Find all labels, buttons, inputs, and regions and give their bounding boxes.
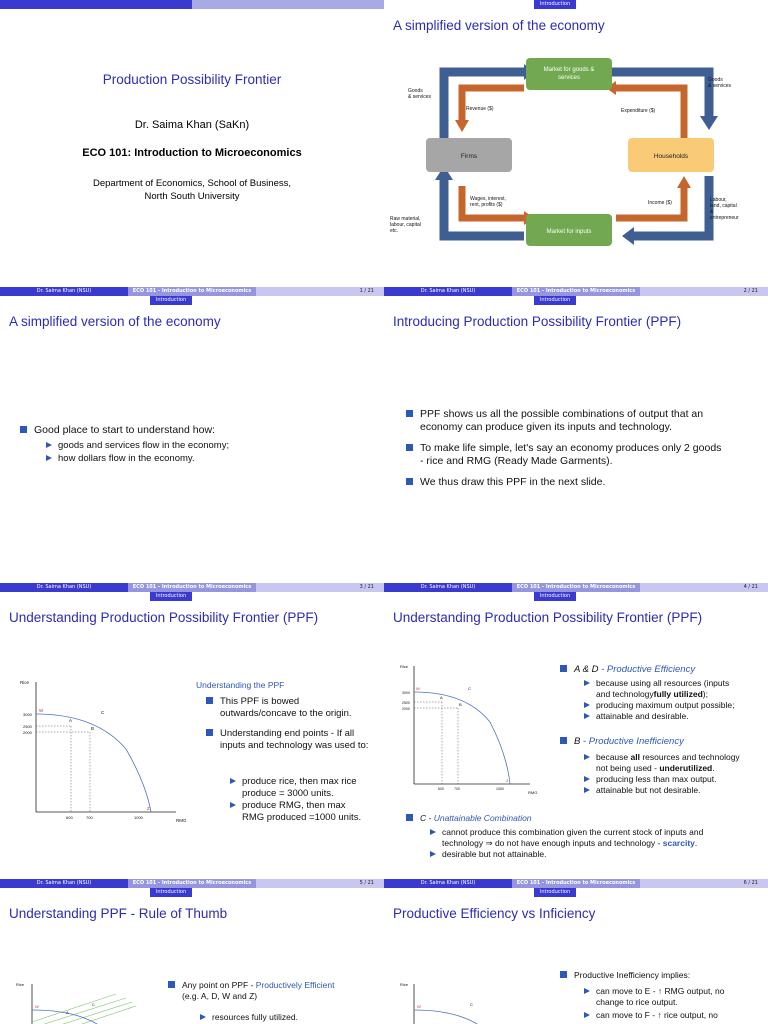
point-w: W <box>35 1004 39 1009</box>
header-bar <box>0 0 384 9</box>
arrow-head-icon <box>455 120 469 132</box>
point-c: C <box>101 710 105 715</box>
x-tick: 700 <box>454 787 460 791</box>
arrow-head-icon <box>700 116 718 130</box>
households-label: Households <box>653 153 689 160</box>
bullet-item: Productive Inefficiency implies: <box>560 970 690 982</box>
bullet-a-d: A & D - Productive Efficiency <box>560 664 695 676</box>
triangle-bullet-icon <box>584 702 590 708</box>
square-bullet-icon <box>168 981 175 988</box>
square-bullet-icon <box>560 665 567 672</box>
goods-left-label: Goods & services <box>408 88 432 100</box>
point-w: W <box>417 1004 421 1009</box>
header-bar: Introduction <box>0 296 384 305</box>
slide-title: Introducing Production Possibility Frontier (PPF) <box>393 314 682 329</box>
square-bullet-icon <box>406 410 413 417</box>
circular-flow-diagram <box>384 46 768 296</box>
slide-title: Productive Efficiency vs Inficiency <box>393 906 596 921</box>
point-a: A <box>66 1010 69 1015</box>
point-b: B <box>91 726 95 731</box>
header-bar: Introduction <box>0 888 384 897</box>
sub-bullet-item: cannot produce this combination given the current stock of inputs and technology ⇒ do not have enough inputs and technology - scarcity. <box>430 827 703 848</box>
ppf-curve <box>414 1010 490 1024</box>
header-bar: Introduction <box>384 296 768 305</box>
x-tick: 1000 <box>496 787 504 791</box>
sub-bullet-item: attainable and desirable. <box>584 711 689 722</box>
arrow-head-icon <box>622 227 634 245</box>
square-bullet-icon <box>560 971 567 978</box>
bullet-item: PPF shows us all the possible combinations of output that an economy can produce given its inputs and technology. <box>406 408 703 434</box>
triangle-bullet-icon <box>430 851 436 857</box>
point-c: C <box>468 686 471 691</box>
triangle-bullet-icon <box>230 778 236 784</box>
triangle-bullet-icon <box>584 787 590 793</box>
footer-bar: Dr. Saima Khan (NSU) ECO 101 - Introduction to Microeconomics 4 / 21 <box>384 583 768 592</box>
footer-bar: Dr. Saima Khan (NSU) ECO 101 - Introduction to Microeconomics 2 / 21 <box>384 287 768 296</box>
slide-efficiency-vs-inefficiency <box>384 888 768 1024</box>
y-tick: 2000 <box>23 730 32 735</box>
sub-bullet-item: producing maximum output possible; <box>584 700 734 711</box>
triangle-bullet-icon <box>584 680 590 686</box>
footer-bar: Dr. Saima Khan (NSU) ECO 101 - Introduction to Microeconomics 1 / 21 <box>0 287 384 296</box>
y-tick: 2000 <box>402 707 410 711</box>
ppf-chart <box>6 674 196 824</box>
slide-understanding-ppf <box>0 592 384 888</box>
slide-simplified-economy <box>0 296 384 592</box>
square-bullet-icon <box>206 697 213 704</box>
header-bar: Introduction <box>384 888 768 897</box>
bullet-item: This PPF is bowed outwards/concave to the origin. <box>206 696 352 719</box>
market-inputs-label: Market for inputs <box>546 229 592 235</box>
x-axis-label: RMG <box>528 790 538 795</box>
presentation-institution: Department of Economics, School of Business, North South University <box>92 178 291 202</box>
raw-material-label: Raw material, labour, capital etc. <box>390 216 421 234</box>
labour-label: Labour, land, capital & entrepreneur <box>710 197 739 221</box>
point-w: W <box>39 708 44 713</box>
sub-bullet-item: goods and services flow in the economy; <box>46 440 229 452</box>
slide-title: Understanding PPF - Rule of Thumb <box>9 906 228 921</box>
square-bullet-icon <box>206 729 213 736</box>
triangle-bullet-icon <box>584 713 590 719</box>
point-b: B <box>459 702 462 707</box>
footer-bar: Dr. Saima Khan (NSU) ECO 101 - Introduction to Microeconomics 3 / 21 <box>0 583 384 592</box>
sub-bullet-item: because using all resources (inputs and technologyfully utilized); <box>584 678 729 699</box>
sub-bullet-item: because all resources and technology not being used - underutilized. <box>584 752 740 773</box>
market-goods-label: Market for goods & services <box>543 67 595 81</box>
footer-bar: Dr. Saima Khan (NSU) ECO 101 - Introduction to Microeconomics 6 / 21 <box>384 879 768 888</box>
y-tick: 2500 <box>23 724 32 729</box>
bullet-item: Any point on PPF - Productively Efficient (e.g. A, D, W and Z) <box>168 980 334 1002</box>
x-tick: 700 <box>86 815 93 820</box>
y-tick: 3000 <box>23 712 32 717</box>
sub-bullet-item: desirable but not attainable. <box>430 849 546 860</box>
y-axis-label: Rice <box>16 982 25 987</box>
slide-efficiency-points <box>384 592 768 888</box>
arrow-head-icon <box>677 176 691 188</box>
header-bar: Introduction <box>0 592 384 601</box>
income-label: Income ($) <box>648 200 672 206</box>
slide-title <box>0 0 384 296</box>
triangle-bullet-icon <box>584 1012 590 1018</box>
bullet-item: Understanding end points - If all inputs and technology was used to: <box>206 728 368 751</box>
y-axis-label: Rice <box>20 680 30 685</box>
slide-title: Understanding Production Possibility Frontier (PPF) <box>9 610 319 625</box>
sub-bullet-item: can move to F - ↑ rice output, no <box>584 1010 718 1022</box>
y-axis-label: Rice <box>400 982 409 987</box>
slide-rule-of-thumb <box>0 888 384 1024</box>
ppf-chart <box>390 660 540 800</box>
slide-introducing-ppf <box>384 296 768 592</box>
shaded-region <box>32 994 136 1024</box>
ppf-curve <box>32 1010 110 1024</box>
x-tick: 600 <box>66 815 73 820</box>
ppf-chart-partial <box>390 976 540 1024</box>
bullet-b: B - Productive Inefficiency <box>560 736 684 748</box>
triangle-bullet-icon <box>46 442 52 448</box>
header-bar: Introduction <box>384 0 768 9</box>
triangle-bullet-icon <box>584 776 590 782</box>
ppf-chart-partial <box>6 976 176 1024</box>
triangle-bullet-icon <box>230 802 236 808</box>
point-c: C <box>470 1002 473 1007</box>
bullet-item: To make life simple, let's say an economy produces only 2 goods - rice and RMG (Ready Made Garments). <box>406 442 721 468</box>
slide-title: A simplified version of the economy <box>393 18 605 33</box>
point-z: Z <box>147 806 150 811</box>
presentation-course: ECO 101: Introduction to Microeconomics <box>82 147 302 159</box>
point-z: Z <box>506 778 509 783</box>
slide-economy-diagram <box>384 0 768 296</box>
sub-bullet-item: producing less than max output. <box>584 774 717 785</box>
sub-bullet-item: attainable but not desirable. <box>584 785 700 796</box>
sub-bullet-item: how dollars flow in the economy. <box>46 453 195 465</box>
block-title: Understanding the PPF <box>196 680 285 690</box>
y-tick: 2500 <box>402 701 410 705</box>
wages-label: Wages, interest, rent, profits ($) <box>470 196 506 208</box>
sub-bullet-item: produce rice, then max rice produce = 3000 units. <box>230 776 357 799</box>
ppf-curve <box>414 692 510 784</box>
x-tick: 1000 <box>134 815 143 820</box>
firms-label: Firms <box>460 153 478 160</box>
point-a: A <box>440 695 443 700</box>
presentation-author: Dr. Saima Khan (SaKn) <box>134 119 250 131</box>
square-bullet-icon <box>20 426 27 433</box>
square-bullet-icon <box>406 444 413 451</box>
sub-bullet-item: produce RMG, then max RMG produced =1000 units. <box>230 800 361 823</box>
goods-right-label: Goods & services <box>708 77 732 89</box>
triangle-bullet-icon <box>584 988 590 994</box>
expenditure-label: Expenditure ($) <box>621 108 656 114</box>
x-tick: 600 <box>438 787 444 791</box>
square-bullet-icon <box>560 737 567 744</box>
point-w: W <box>416 686 420 691</box>
square-bullet-icon <box>406 478 413 485</box>
triangle-bullet-icon <box>430 829 436 835</box>
header-bar: Introduction <box>384 592 768 601</box>
point-a: A <box>69 718 73 723</box>
triangle-bullet-icon <box>46 455 52 461</box>
square-bullet-icon <box>406 814 413 821</box>
x-axis-label: RMG <box>176 818 187 823</box>
y-axis-label: Rice <box>400 664 409 669</box>
bullet-item: We thus draw this PPF in the next slide. <box>406 476 605 489</box>
slide-title: Understanding Production Possibility Frontier (PPF) <box>393 610 703 625</box>
footer-bar: Dr. Saima Khan (NSU) ECO 101 - Introduction to Microeconomics 5 / 21 <box>0 879 384 888</box>
slide-title: A simplified version of the economy <box>9 314 221 329</box>
sub-bullet-item: resources fully utilized. <box>200 1012 298 1024</box>
triangle-bullet-icon <box>584 754 590 760</box>
point-c: C <box>92 1002 95 1007</box>
bullet-c: C - Unattainable Combination <box>406 813 532 825</box>
triangle-bullet-icon <box>200 1014 206 1020</box>
presentation-title: Production Possibility Frontier <box>102 72 282 87</box>
y-tick: 3000 <box>402 691 410 695</box>
bullet-item: Good place to start to understand how: <box>20 424 215 437</box>
market-goods-box <box>526 58 612 90</box>
sub-bullet-item: can move to E - ↑ RMG output, no change to rice output. <box>584 986 725 1007</box>
revenue-label: Revenue ($) <box>466 106 494 112</box>
